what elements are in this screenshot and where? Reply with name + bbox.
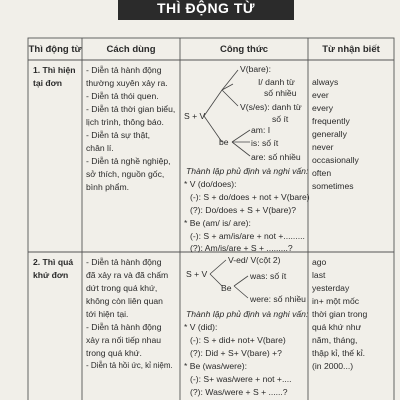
header-formula: Công thức bbox=[219, 44, 269, 55]
row1-tense-line1: 1. Thì hiện bbox=[33, 65, 76, 75]
row1-usage-line: - Diễn tả sự thật, bbox=[86, 130, 151, 140]
row1-tense-line2: tại đơn bbox=[33, 78, 63, 88]
row1-formula-line: * V (do/does): bbox=[184, 179, 237, 189]
row1-usage-line: lịch trình, thông báo. bbox=[86, 117, 164, 127]
row2-tense-line1: 2. Thì quá bbox=[33, 257, 74, 267]
row1-formula-line: (-): S + do/does + not + V(bare) bbox=[190, 192, 310, 202]
row1-formula-line: * Be (am/ is/ are): bbox=[184, 218, 251, 228]
signal-word: never bbox=[312, 142, 334, 152]
signal-word: thập kỉ, thế kỉ. bbox=[312, 348, 366, 358]
row2-formula-line: (-): S+ was/were + not +.... bbox=[190, 374, 292, 384]
signal-word: frequently bbox=[312, 116, 350, 126]
row1-usage-line: - Diễn tả thời gian biểu, bbox=[86, 104, 176, 114]
row1-usage-line: chân lí. bbox=[86, 143, 114, 153]
row1-usage-line: sở thích, nguồn gốc, bbox=[86, 169, 165, 179]
signal-word: often bbox=[312, 168, 332, 178]
row2-usage-line: không còn liên quan bbox=[86, 296, 163, 306]
banner-title: THÌ ĐỘNG TỪ bbox=[118, 0, 294, 20]
row1-am: am: I bbox=[251, 125, 271, 135]
row1-usage-line: bình phẩm. bbox=[86, 182, 129, 192]
row1-i-plural: I/ danh từ bbox=[258, 77, 295, 87]
row2-formula-line: (?): Was/were + S + ......? bbox=[190, 387, 288, 397]
signal-word: ago bbox=[312, 257, 327, 267]
row2-usage-line: dứt trong quá khứ, bbox=[86, 283, 158, 293]
signal-word: occasionally bbox=[312, 155, 359, 165]
row2-usage-line: đã xảy ra và đã chấm bbox=[86, 270, 169, 280]
row1-usage-line: - Diễn tả thói quen. bbox=[86, 91, 159, 101]
signal-word: sometimes bbox=[312, 181, 354, 191]
row1-usage-line: thường xuyên xảy ra. bbox=[86, 78, 168, 88]
row1-v-s-es-2: số ít bbox=[272, 114, 289, 124]
row1-is: is: số ít bbox=[251, 138, 279, 148]
signal-word: generally bbox=[312, 129, 347, 139]
row2-usage-line: xảy ra nối tiếp nhau bbox=[86, 335, 162, 345]
signal-word: năm, tháng, bbox=[312, 335, 358, 345]
header-tense: Thì động từ bbox=[28, 44, 82, 55]
row1-formula-title: Thành lập phủ định và nghi vấn: bbox=[186, 166, 309, 176]
row1-subject-verb: S + V bbox=[184, 111, 206, 121]
signal-word: every bbox=[312, 103, 334, 113]
signal-word: yesterday bbox=[312, 283, 350, 293]
header-usage: Cách dùng bbox=[106, 44, 156, 55]
row2-usage-line: trong quá khứ. bbox=[86, 348, 142, 358]
row2-was: was: số ít bbox=[250, 271, 287, 281]
row2-formula-line: * Be (was/were): bbox=[184, 361, 248, 371]
row1-i-plural-2: số nhiều bbox=[264, 88, 297, 98]
row2-usage-line: - Diễn tả hồi ức, kỉ niệm. bbox=[86, 361, 173, 370]
row2-formula-line: (-): S + did+ not+ V(bare) bbox=[190, 335, 286, 345]
row1-be: be bbox=[219, 137, 229, 147]
row1-formula-line: (?): Am/is/are + S + .........? bbox=[190, 243, 293, 253]
row1-v-bare: V(bare): bbox=[240, 64, 272, 74]
row2-usage-line: - Diễn tả hành động bbox=[86, 257, 162, 267]
row1-usage-line: - Diễn tả nghề nghiệp, bbox=[86, 156, 171, 166]
signal-word: ever bbox=[312, 90, 329, 100]
row2-be: Be bbox=[221, 283, 232, 293]
row2-formula-line: * V (did): bbox=[184, 322, 218, 332]
row1-usage-line: - Diễn tả hành động bbox=[86, 65, 162, 75]
signal-word: quá khứ như bbox=[312, 322, 362, 332]
signal-word: last bbox=[312, 270, 326, 280]
row2-tense-line2: khứ đơn bbox=[33, 270, 69, 280]
row1-formula-line: (?): Do/does + S + V(bare)? bbox=[190, 205, 297, 215]
row1-v-s-es: V(s/es): danh từ bbox=[240, 102, 302, 112]
signal-word: in+ một mốc bbox=[312, 296, 360, 306]
row2-v-ed: V-ed/ V(cột 2) bbox=[228, 255, 281, 265]
row2-usage-line: tới hiện tại. bbox=[86, 309, 129, 319]
row2-were: were: số nhiều bbox=[250, 294, 306, 304]
row1-are: are: số nhiều bbox=[251, 152, 301, 162]
signal-word: always bbox=[312, 77, 339, 87]
signal-word: thời gian trong bbox=[312, 309, 368, 319]
row2-usage-line: - Diễn tả hành động bbox=[86, 322, 162, 332]
header-signals: Từ nhận biết bbox=[322, 44, 380, 55]
row2-formula-title: Thành lập phủ định và nghi vấn: bbox=[186, 309, 309, 319]
row2-subject-verb: S + V bbox=[186, 269, 208, 279]
row1-formula-line: (-): S + am/is/are + not +......... bbox=[190, 231, 305, 241]
row2-formula-line: (?): Did + S+ V(bare) +? bbox=[190, 348, 282, 358]
signal-word: (in 2000...) bbox=[312, 361, 354, 371]
